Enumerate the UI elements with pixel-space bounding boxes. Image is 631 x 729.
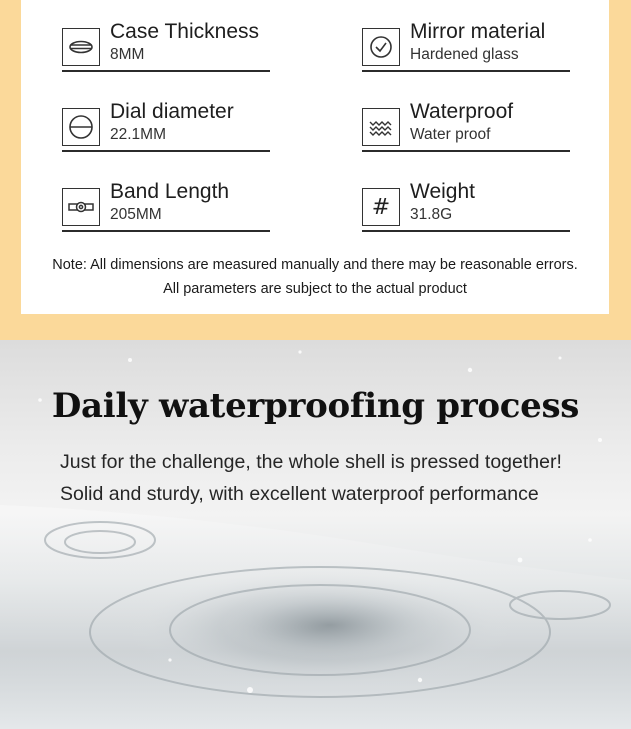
spec-label: Waterproof (410, 100, 514, 123)
spec-weight (362, 174, 572, 236)
spec-mirror-material (362, 14, 572, 76)
divider (62, 230, 270, 232)
divider (362, 230, 570, 232)
waterproof-section (0, 340, 631, 729)
spec-value: 31.8G (410, 206, 453, 223)
spec-value: 205MM (110, 206, 162, 223)
spec-value: 22.1MM (110, 126, 166, 143)
spec-dial-diameter (62, 94, 272, 156)
note-text-secondary: All parameters are subject to the actual product (163, 281, 467, 297)
divider (362, 150, 570, 152)
note-text: Note: All dimensions are measured manually and there may be reasonable errors. (52, 257, 578, 273)
spec-card (21, 0, 609, 314)
band-icon (62, 188, 100, 226)
spec-band-length (62, 174, 272, 236)
mirror-icon (362, 28, 400, 66)
spec-label: Weight (410, 180, 475, 203)
spec-label: Case Thickness (110, 20, 260, 43)
spec-case-thickness (62, 14, 272, 76)
case-thickness-icon (62, 28, 100, 66)
divider (62, 150, 270, 152)
section-title: Daily waterproofing process (51, 386, 580, 426)
spec-value: Hardened glass (410, 46, 519, 63)
hash-icon (362, 188, 400, 226)
divider (362, 70, 570, 72)
hash-icon-glyph: # (371, 194, 391, 220)
spec-waterproof (362, 94, 572, 156)
spec-label: Mirror material (410, 20, 546, 43)
divider (62, 70, 270, 72)
section-subtitle-line-1: Just for the challenge, the whole shell is pressed together! (60, 451, 562, 473)
spec-value: 8MM (110, 46, 145, 63)
section-subtitle-line-2: Solid and sturdy, with excellent waterproof performance (60, 483, 539, 505)
spec-value: Water proof (410, 126, 491, 143)
dial-icon (62, 108, 100, 146)
waves-icon (362, 108, 400, 146)
spec-label: Band Length (110, 180, 230, 203)
spec-label: Dial diameter (110, 100, 234, 123)
spec-panel (0, 0, 631, 340)
